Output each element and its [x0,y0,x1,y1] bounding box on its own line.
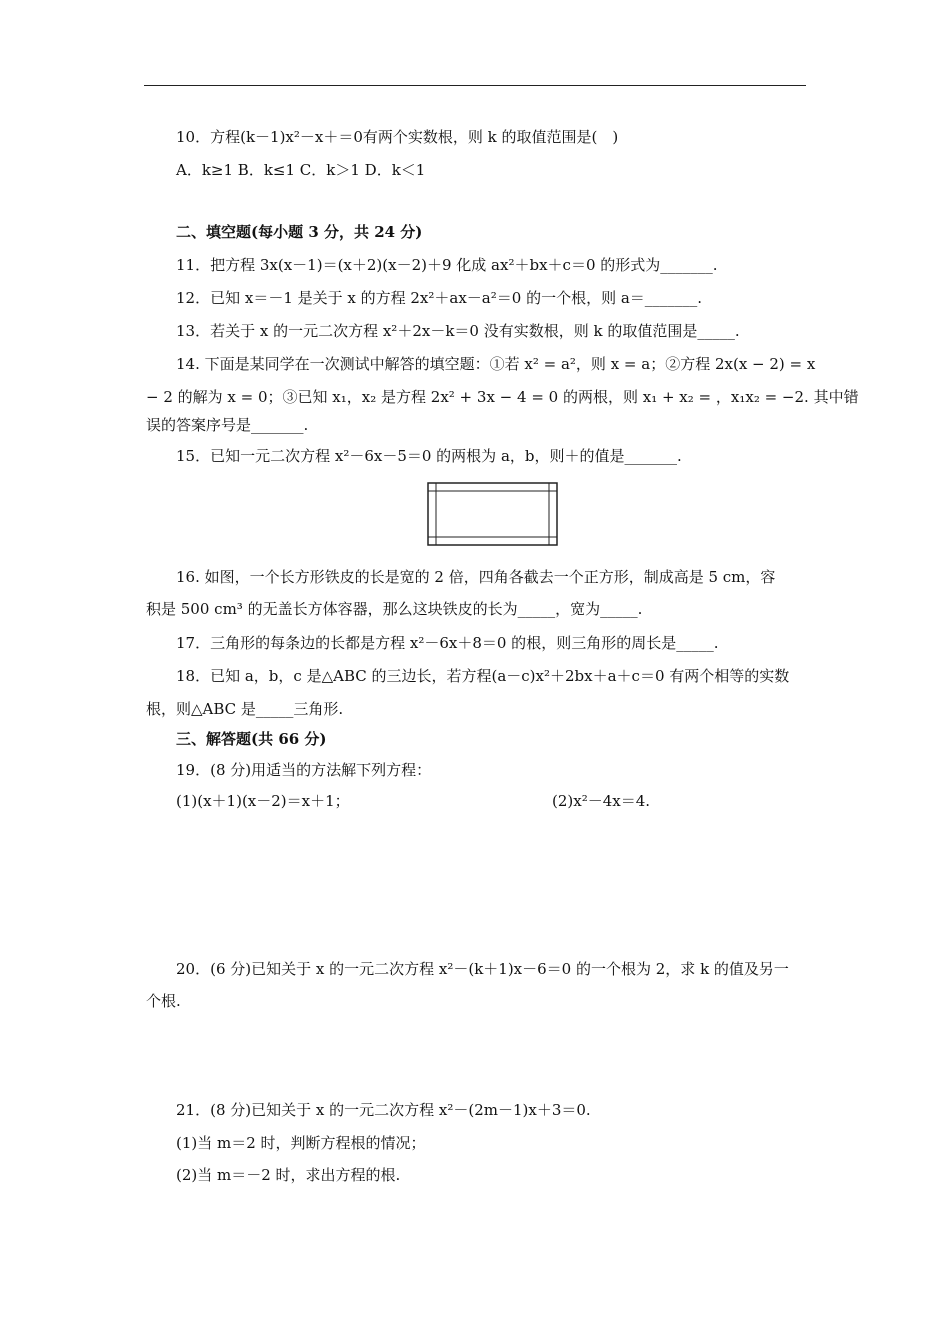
q18-line2: 根，则△ABC 是_____三角形. [146,700,344,718]
q16-line2: 积是 500 cm³ 的无盖长方体容器，那么这块铁皮的长为_____，宽为_____. [146,600,643,618]
q10-stem: 10．方程(k－1)x²－x＋＝0有两个实数根，则 k 的取值范围是( ) [176,128,619,146]
q19-part1: (1)(x＋1)(x－2)＝x＋1； [176,792,350,810]
q19-stem: 19．(8 分)用适当的方法解下列方程： [176,761,432,779]
section3-title: 三、解答题(共 66 分) [176,730,327,748]
q16-line1: 16. 如图，一个长方形铁皮的长是宽的 2 倍，四角各截去一个正方形，制成高是 5 cm，容 [176,568,776,586]
q15: 15．已知一元二次方程 x²－6x－5＝0 的两根为 a，b，则＋的值是_______. [176,447,682,465]
q21-stem: 21．(8 分)已知关于 x 的一元二次方程 x²－(2m－1)x＋3＝0. [176,1101,591,1119]
q21-part1: (1)当 m＝2 时，判断方程根的情况； [176,1134,426,1152]
q18-line1: 18．已知 a，b，c 是△ABC 的三边长，若方程(a－c)x²＋2bx＋a＋c＝0 有两个相等的实数 [176,667,790,685]
q14-line1: 14. 下面是某同学在一次测试中解答的填空题：①若 x² = a²，则 x = a；②方程 2x(x − 2) = x [176,355,816,373]
q21-part2: (2)当 m＝－2 时，求出方程的根. [176,1166,401,1184]
q20-line2: 个根. [146,992,181,1010]
section2-title: 二、填空题(每小题 3 分，共 24 分) [176,223,423,241]
q10-options: A．k≥1 B．k≤1 C．k＞1 D．k＜1 [176,161,426,179]
q17: 17．三角形的每条边的长都是方程 x²－6x＋8＝0 的根，则三角形的周长是_____. [176,634,719,652]
sheet-outline [428,483,557,545]
q13: 13．若关于 x 的一元二次方程 x²＋2x－k＝0 没有实数根，则 k 的取值范围是_____. [176,322,740,340]
q14-line2: − 2 的解为 x = 0；③已知 x₁，x₂ 是方程 2x² + 3x − 4 = 0 的两根，则 x₁ + x₂ = ，x₁x₂ = −2. 其中错 [146,388,859,406]
header-rule [144,85,806,86]
sheet-figure [427,482,558,546]
q19-part2: (2)x²－4x＝4. [552,792,651,810]
fold-line [436,491,549,537]
q20-line1: 20．(6 分)已知关于 x 的一元二次方程 x²－(k＋1)x－6＝0 的一个根为 2，求 k 的值及另一 [176,960,789,978]
q14-line3: 误的答案序号是_______. [146,416,309,434]
q12: 12．已知 x＝－1 是关于 x 的方程 2x²＋ax－a²＝0 的一个根，则 a＝_______. [176,289,703,307]
q11: 11．把方程 3x(x－1)＝(x＋2)(x－2)＋9 化成 ax²＋bx＋c＝0 的形式为_______. [176,256,718,274]
